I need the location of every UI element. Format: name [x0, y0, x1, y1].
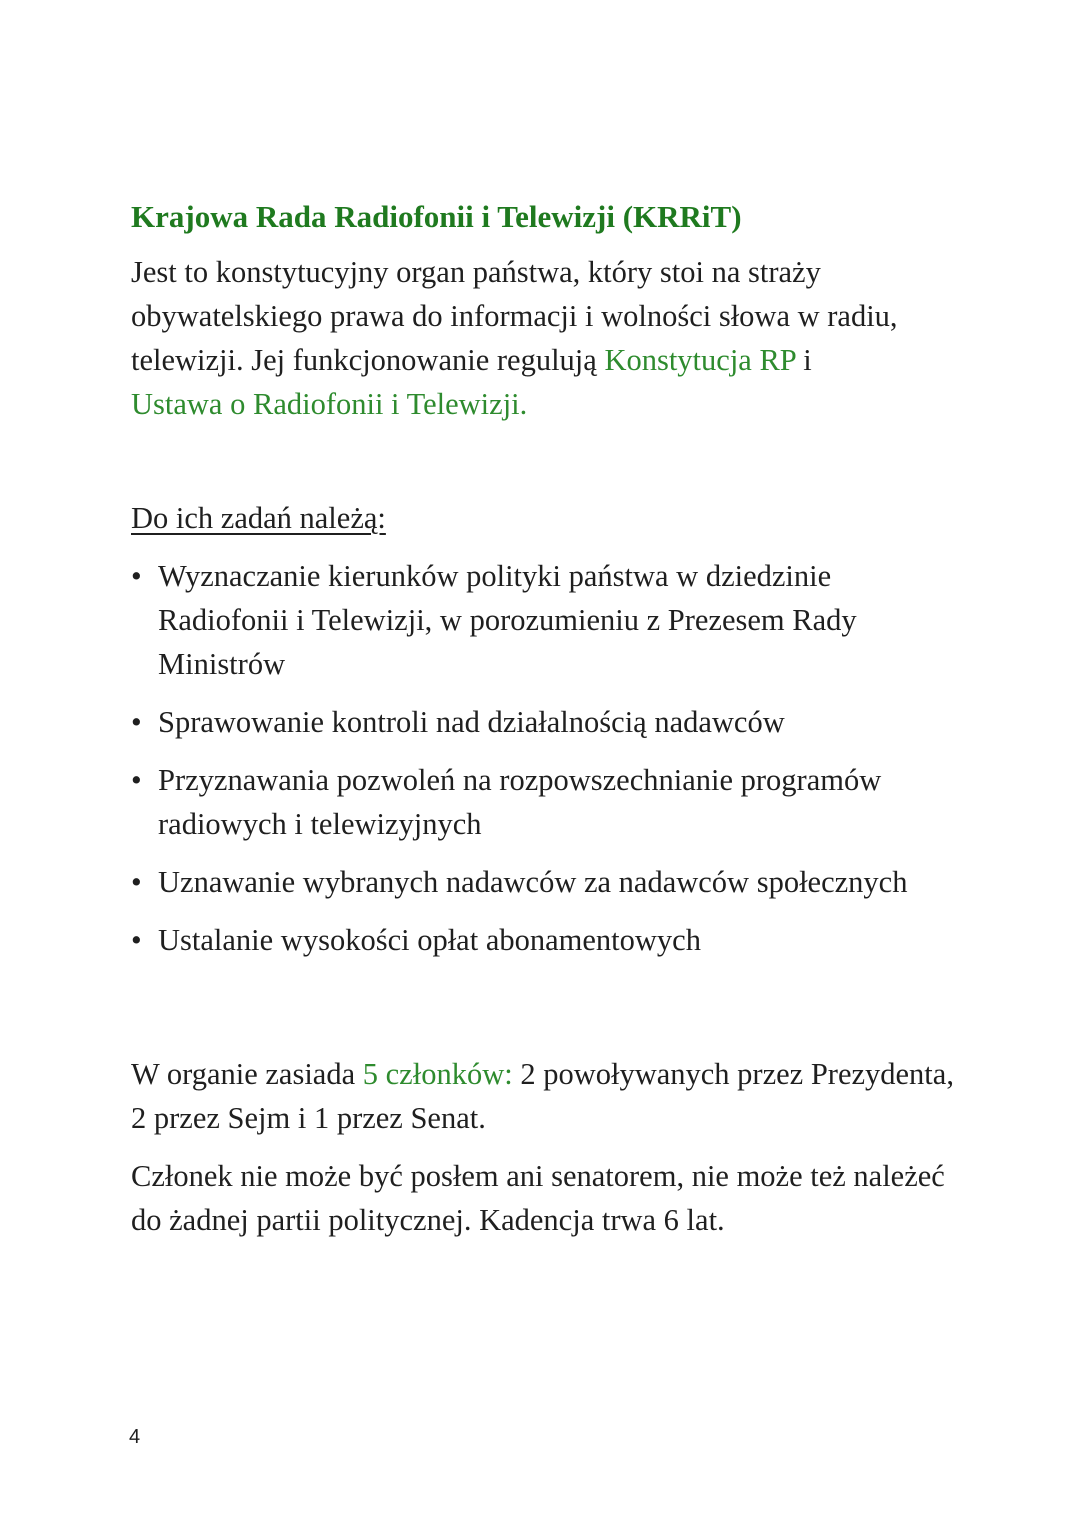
list-item	[131, 860, 961, 904]
bullet-icon: •	[131, 922, 142, 957]
task-text: Sprawowanie kontroli nad działalnością nadawców	[158, 704, 785, 739]
task-text: Wyznaczanie kierunków polityki państwa w dziedzinie Radiofonii i Telewizji, w porozumieniu z Prezesem Rady Ministrów	[158, 558, 857, 681]
list-item	[131, 554, 961, 686]
list-item	[131, 700, 961, 744]
members-count-highlight: 5 członków:	[362, 1056, 513, 1091]
list-item	[131, 918, 961, 962]
members-paragraph	[131, 1052, 961, 1140]
broadcasting-act-reference: Ustawa o Radiofonii i Telewizji.	[131, 386, 528, 421]
task-text: Uznawanie wybranych nadawców za nadawców społecznych	[158, 864, 908, 899]
page-title: Krajowa Rada Radiofonii i Telewizji (KRRiT)	[131, 199, 742, 234]
intro-paragraph	[131, 250, 961, 426]
bullet-icon: •	[131, 704, 142, 739]
tasks-list	[131, 554, 961, 962]
intro-text-1: Jest to konstytucyjny organ państwa, który stoi na straży obywatelskiego prawa do informacji i wolności słowa w radiu, telewizji. Jej funkcjonowanie regulują	[131, 254, 898, 377]
constitution-reference: Konstytucja RP	[604, 342, 796, 377]
bullet-icon: •	[131, 762, 142, 797]
bullet-icon: •	[131, 864, 142, 899]
page-content	[131, 196, 961, 1242]
members-text-2: 2 powoływanych przez Prezydenta, 2 przez Sejm i 1 przez Senat.	[131, 1056, 954, 1135]
task-text: Ustalanie wysokości opłat abonamentowych	[158, 922, 701, 957]
members-text-1: W organie zasiada	[131, 1056, 363, 1091]
task-text: Przyznawania pozwoleń na rozpowszechnianie programów radiowych i telewizyjnych	[158, 762, 882, 841]
list-item	[131, 758, 961, 846]
page-number: 4	[129, 1426, 141, 1448]
tasks-heading: Do ich zadań należą:	[131, 500, 386, 535]
intro-text-2: i	[795, 342, 812, 377]
restrictions-paragraph: Członek nie może być posłem ani senatorem, nie może też należeć do żadnej partii politycznej. Kadencja trwa 6 lat.	[131, 1158, 945, 1237]
bullet-icon: •	[131, 558, 142, 593]
